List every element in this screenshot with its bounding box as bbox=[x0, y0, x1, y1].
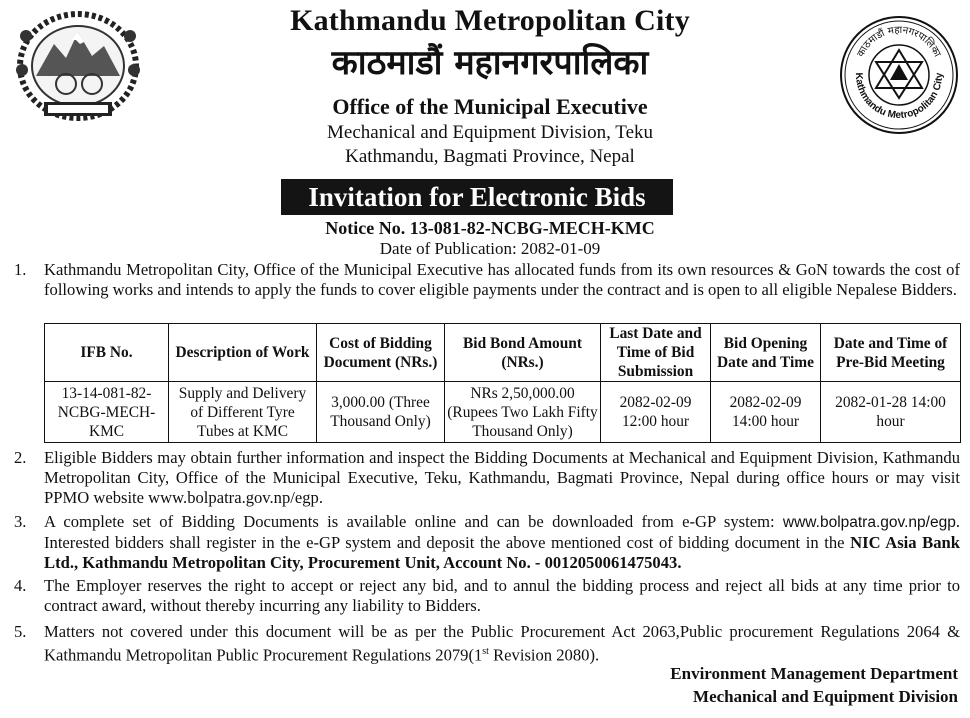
paragraph-text-part: Revision 2080). bbox=[488, 645, 600, 665]
paragraph-number: 4. bbox=[14, 576, 27, 595]
division-name: Mechanical and Equipment Division, Teku bbox=[327, 122, 653, 143]
office-title: Office of the Municipal Executive bbox=[332, 94, 648, 119]
city-title: Kathmandu Metropolitan City bbox=[290, 4, 690, 37]
column-header: Last Date and Time of Bid Submission bbox=[601, 324, 711, 382]
table-cell-description: Supply and Delivery of Different Tyre Tubes at KMC bbox=[169, 382, 317, 443]
paragraph-text-part: Matters not covered under this document will be as per the Public Procurement Act 2063,Public procurement Regulations 2064 & Kathmandu Metropolitan Public Procurement Regulations 2079(1 bbox=[44, 622, 960, 665]
signature-division: Mechanical and Equipment Division bbox=[693, 687, 958, 706]
paragraph-text bbox=[44, 512, 960, 573]
table-cell-ifb-no: 13-14-081-82-NCBG-MECH-KMC bbox=[45, 382, 169, 443]
paragraph-text: The Employer reserves the right to accept or reject any bid, and to annul the bidding process and reject all bids at any time prior to contract award, without thereby incurring any liability to Bidders. bbox=[44, 576, 960, 615]
table-header-row bbox=[45, 324, 961, 382]
kmc-seal-icon bbox=[838, 14, 960, 136]
table-cell-bid-bond: NRs 2,50,000.00 (Rupees Two Lakh Fifty Thousand Only) bbox=[445, 382, 601, 443]
notice-number: Notice No. 13-081-82-NCBG-MECH-KMC bbox=[325, 218, 655, 238]
table-cell-submission-deadline: 2082-02-09 12:00 hour bbox=[601, 382, 711, 443]
seal-outer-text: Kathmandu Metropolitan City bbox=[852, 72, 946, 122]
column-header: Bid Bond Amount (NRs.) bbox=[445, 324, 601, 382]
ordinal-suffix: st bbox=[482, 646, 489, 657]
publication-date: Date of Publication: 2082-01-09 bbox=[379, 239, 601, 258]
column-header: Date and Time of Pre-Bid Meeting bbox=[821, 324, 961, 382]
paragraph-5 bbox=[14, 622, 960, 666]
paragraph-4 bbox=[14, 576, 960, 616]
paragraph-text: Kathmandu Metropolitan City, Office of the Municipal Executive has allocated funds from its own resources & GoN towards the cost of following works and intends to apply the funds to cover eligible payments under the contract and is open to all eligible Nepalese Bidders. bbox=[44, 260, 960, 299]
paragraph-text-part: A complete set of Bidding Documents is available online and can be downloaded from e-GP system: bbox=[44, 512, 783, 531]
column-header: Cost of Bidding Document (NRs.) bbox=[317, 324, 445, 382]
paragraph-1 bbox=[14, 260, 960, 300]
nepal-emblem-icon bbox=[14, 10, 142, 128]
ifb-table bbox=[44, 323, 961, 443]
column-header: Bid Opening Date and Time bbox=[711, 324, 821, 382]
paragraph-number: 1. bbox=[14, 260, 27, 279]
paragraph-3 bbox=[14, 512, 960, 573]
egp-link[interactable]: www.bolpatra.gov.np/egp bbox=[782, 514, 956, 531]
office-address: Kathmandu, Bagmati Province, Nepal bbox=[345, 146, 635, 167]
city-title-nepali: काठमाडौं महानगरपालिका bbox=[331, 43, 649, 83]
paragraph-number: 2. bbox=[14, 448, 27, 467]
paragraph-text bbox=[44, 622, 960, 666]
invitation-banner: Invitation for Electronic Bids bbox=[281, 179, 673, 215]
table-cell-document-cost: 3,000.00 (Three Thousand Only) bbox=[317, 382, 445, 443]
table-cell-bid-opening: 2082-02-09 14:00 hour bbox=[711, 382, 821, 443]
column-header: Description of Work bbox=[169, 324, 317, 382]
paragraph-number: 5. bbox=[14, 622, 27, 641]
paragraph-text: Eligible Bidders may obtain further information and inspect the Bidding Documents at Mechanical and Equipment Division, Kathmandu Metropolitan City, Office of the Municipal Executive, Teku, Kathmandu, Bagmati Province, Nepal during office hours or may visit PPMO website www.bolpatra.gov.np/egp. bbox=[44, 448, 960, 507]
column-header: IFB No. bbox=[45, 324, 169, 382]
seal-top-text: काठमाडौं महानगरपालिका bbox=[855, 24, 943, 59]
bank-account-details: NIC Asia Bank Ltd., Kathmandu Metropolitan City, Procurement Unit, Account No. - 0012050061475043. bbox=[44, 533, 960, 572]
table-row bbox=[45, 382, 961, 443]
signature-department: Environment Management Department bbox=[670, 664, 958, 683]
paragraph-number: 3. bbox=[14, 512, 27, 531]
table-cell-pre-bid-meeting: 2082-01-28 14:00 hour bbox=[821, 382, 961, 443]
paragraph-2 bbox=[14, 448, 960, 508]
paragraph-text-part: . Interested bidders shall register in the e-GP system and deposit the above mentioned cost of bidding document in the bbox=[44, 512, 960, 552]
